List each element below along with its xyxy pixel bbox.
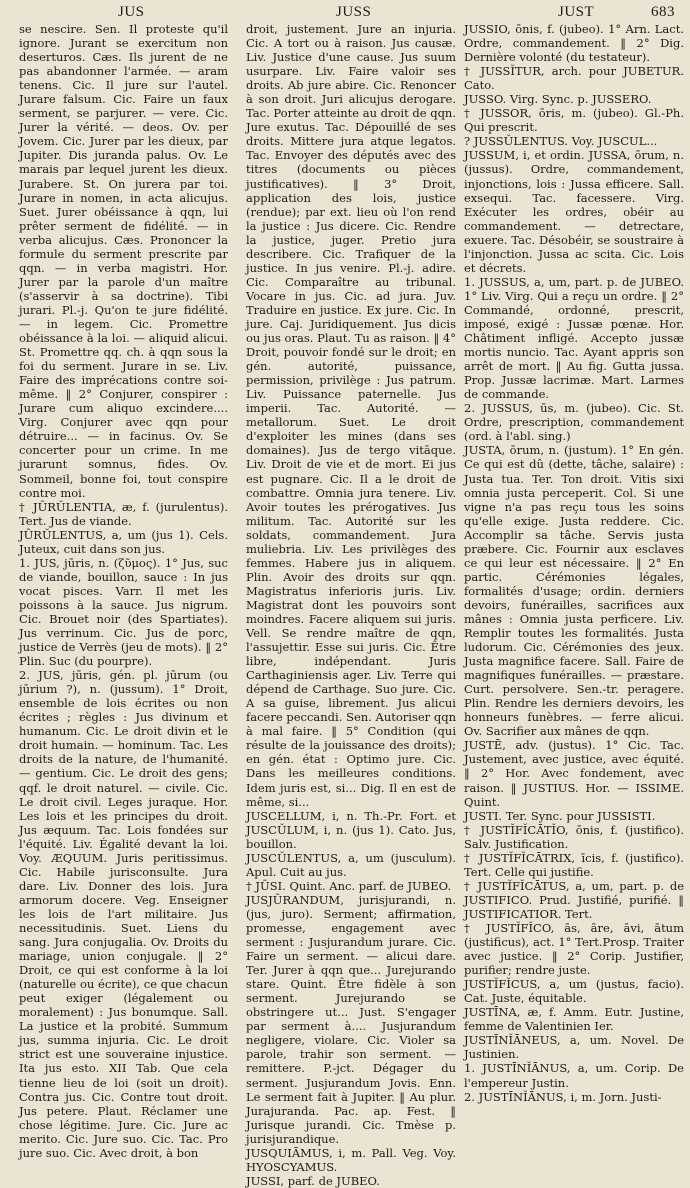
dictionary-entry: JUSCELLUM, i, n. Th.-Pr. Fort. et JUSCŬLUM, i, n. (jus 1). Cato. Jus, bouillon. xyxy=(246,808,456,851)
column-1 xyxy=(19,22,228,1160)
running-head-right: JUST xyxy=(558,4,595,20)
dictionary-entry: † JŪRŬLENTIA, æ, f. (jurulentus). Tert. Jus de viande. xyxy=(19,499,228,528)
dictionary-entry: † JUSTĬFĬCĀTRIX, īcis, f. (justifico). Tert. Celle qui justifie. xyxy=(464,850,684,879)
dictionary-entry: 1. JUSTĪNĬĀNUS, a, um. Corip. De l'empereur Justin. xyxy=(464,1061,684,1090)
column-3 xyxy=(464,22,684,1104)
dictionary-entry: droit, justement. Jure an injuria. Cic. A tort ou à raison. Jus causæ. Liv. Justice d'une cause. Jus suum usurpare. Liv. Faire valoir ses droits. Ab jure abire. Cic. Renoncer à son droit. Juri alicujus derogare. Tac. Porter atteinte au droit de qqn. Jure exutus. Tac. Dépouillé de ses droits. Mittere jura atque legatos. Tac. Envoyer des députés avec des titres (documents ou pièces justificatives). ‖ 3° Droit, application des lois, justice (rendue); par ext. lieu où l'on rend la justice : Jus dicere. Cic. Rendre la justice, juger. Pretio jura describere. Cic. Trafiquer de la justice. In jus venire. Pl.-j. adire. Cic. Comparaître au tribunal. Vocare in jus. Cic. ad jura. Juv. Traduire en justice. Ex jure. Cic. In jure. Caj. Juridiquement. Jus dicis ou jus oras. Plaut. Tu as raison. ‖ 4° Droit, pouvoir fondé sur le droit; en gén. autorité, puissance, permission, privilège : Jus patrum. Liv. Puissance paternelle. Jus imperii. Tac. Autorité. — metallorum. Suet. Le droit d'exploiter les mines (dans ses domaines). Jus de tergo vitāque. Liv. Droit de vie et de mort. Ei jus est pugnare. Cic. Il a le droit de combattre. Omnia jura tenere. Liv. Avoir toutes les prérogatives. Jus militum. Tac. Autorité sur les soldats, commandement. Jura muliebria. Liv. Les privilèges des femmes. Habere jus in aliquem. Plin. Avoir des droits sur qqn. Magistratus inferioris juris. Liv. Magistrat dont les pouvoirs sont moindres. Facere aliquem sui juris. Vell. Se rendre maître de qqn, l'assujettir. Esse sui juris. Cic. Être libre, indépendant. Juris Carthaginiensis ager. Liv. Terre qui dépend de Carthage. Suo jure. Cic. A sa guise, librement. Jus alicui facere peccandi. Sen. Autoriser qqn à mal faire. ‖ 5° Condition (qui résulte de la jouissance des droits); en gén. état : Optimo jure. Cic. Dans les meilleures conditions. Idem juris est, si... Dig. Il en est de même, si... xyxy=(246,22,456,809)
dictionary-entry: JUSSI, parf. de JUBEO. xyxy=(246,1173,380,1188)
dictionary-entry: JUSCŬLENTUS, a, um (jusculum). Apul. Cuit au jus. xyxy=(246,850,456,879)
running-head-left: JUS xyxy=(118,4,145,20)
dictionary-entry: JUSJŪRANDUM, jurisjurandi, n. (jus, juro). Serment; affirmation, promesse, engagement avec serment : Jusjurandum jurare. Cic. Faire un serment. — alicui dare. Ter. Jurer à qqn que... Jurejurando stare. Quint. Être fidèle à son serment. Jurejurando se obstringere ut... Just. S'engager par serment à.... Jusjurandum negligere, violare. Cic. Violer sa parole, trahir son serment. — remittere. P.-jct. Dégager du serment. Jusjurandum Jovis. Enn. Le serment fait à Jupiter. ‖ Au plur. Jurajuranda. Pac. ap. Fest. ‖ Jurisque jurandi. Cic. Tmèse p. jurisjurandique. xyxy=(246,892,456,1146)
dictionary-entry: JUSSUM, i, et ordin. JUSSA, ōrum, n. (jussus). Ordre, commandement, injonctions, lois : Jussa efficere. Sall. exsequi. Tac. facessere. Virg. Exécuter les ordres, obéir au commandement. — detrectare, exuere. Tac. Désobéir, se soustraire à l'injonction. Jussa ac scita. Cic. Lois et décrets. xyxy=(464,148,684,275)
running-head-center: JUSS xyxy=(336,4,372,20)
dictionary-entry: JUSTI. Ter. Sync. pour JUSSISTI. xyxy=(464,808,656,823)
dictionary-entry: JUSTĪNA, æ, f. Amm. Eutr. Justine, femme de Valentinien Ier. xyxy=(464,1005,684,1034)
dictionary-entry: † JUSTĬFĬCĀTĬO, ōnis, f. (justifico). Salv. Justification. xyxy=(464,822,684,851)
dictionary-entry: JUSTĬFĬCUS, a, um (justus, facio). Cat. Juste, équitable. xyxy=(464,977,684,1006)
dictionary-entry: † JŪSI. Quint. Anc. parf. de JUBEO. xyxy=(246,878,452,893)
dictionary-entry: JUSTA, ōrum, n. (justum). 1° En gén. Ce qui est dû (dette, tâche, salaire) : Justa tua. Ter. Ton droit. Vitis sixi omnia justa perceperit. Col. Si une vigne n'a pas reçu tous les soins qu'elle exige. Justa reddere. Cic. Accomplir sa tâche. Servis justa præbere. Cic. Fournir aux esclaves ce qui leur est nécessaire. ‖ 2° En partic. Cérémonies légales, formalités d'usage; ordin. derniers devoirs, funérailles, sacrifices aux mânes : Omnia justa perficere. Liv. Remplir toutes les formalités. Justa ludorum. Cic. Cérémonies des jeux. Justa magnifice facere. Sall. Faire de magnifiques funérailles. — præstare. Curt. persolvere. Sen.-tr. peragere. Plin. Rendre les derniers devoirs, les honneurs funèbres. — ferre alicui. Ov. Sacrifier aux mânes de qqn. xyxy=(464,443,684,739)
page-number: 683 xyxy=(651,4,675,20)
dictionary-entry: JUSTĒ, adv. (justus). 1° Cic. Tac. Justement, avec justice, avec équité. ‖ 2° Hor. Avec fondement, avec raison. ‖ JUSTIUS. Hor. — ISSIME. Quint. xyxy=(464,738,684,809)
dictionary-entry: † JUSSĬTUR, arch. pour JUBETUR. Cato. xyxy=(464,64,684,93)
dictionary-entry: † JUSSOR, ōris, m. (jubeo). Gl.-Ph. Qui prescrit. xyxy=(464,106,684,135)
dictionary-entry: JUSSO. Virg. Sync. p. JUSSERO. xyxy=(464,92,652,107)
dictionary-entry: 1. JUS, jūris, n. (ζῦμος). 1° Jus, suc de viande, bouillon, sauce : In jus vocat pisces. Varr. Il met les poissons à la sauce. Jus nigrum. Cic. Brouet noir (des Spartiates). Jus verrinum. Cic. Jus de porc, justice de Verrès (jeu de mots). ‖ 2° Plin. Suc (du pourpre). xyxy=(19,555,228,669)
dictionary-entry: JUSSIO, ōnis, f. (jubeo). 1° Arn. Lact. Ordre, commandement. ‖ 2° Dig. Dernière volonté (du testateur). xyxy=(464,22,684,65)
dictionary-entry: JŪRŬLENTUS, a, um (jus 1). Cels. Juteux, cuit dans son jus. xyxy=(19,527,228,556)
dictionary-entry: 1. JUSSUS, a, um, part. p. de JUBEO. 1° Liv. Virg. Qui a reçu un ordre. ‖ 2° Commandé, ordonné, prescrit, imposé, exigé : Jussæ pœnæ. Hor. Châtiment infligé. Accepto jussæ mortis nuncio. Tac. Ayant appris son arrêt de mort. ‖ Au fig. Gutta jussa. Prop. Jussæ lacrimæ. Mart. Larmes de commande. xyxy=(464,274,684,402)
dictionary-entry: 2. JUSTĪNĬĀNUS, i, m. Jorn. Justi- xyxy=(464,1089,662,1104)
dictionary-entry: † JUSTĬFĬCĀTUS, a, um, part. p. de JUSTIFICO. Prud. Justifié, purifié. ‖ JUSTIFICATIOR. Tert. xyxy=(464,878,684,921)
dictionary-entry: 2. JUS, jūris, gén. pl. jūrum (ou jūrium ?), n. (jussum). 1° Droit, ensemble de lois écrites ou non écrites ; règles : Jus divinum et humanum. Cic. Le droit divin et le droit humain. — hominum. Tac. Les droits de la nature, de l'humanité. — gentium. Cic. Le droit des gens; qqf. le droit naturel. — civile. Cic. Le droit civil. Leges juraque. Hor. Les lois et les principes du droit. Jus æquum. Tac. Lois fondées sur l'équité. Liv. Égalité devant la loi. Voy. ÆQUUM. Juris peritissimus. Cic. Habile jurisconsulte. Jura dare. Liv. Donner des lois. Jura armorum docere. Veg. Enseigner les lois de l'art militaire. Jus necessitudinis. Suet. Liens du sang. Jura conjugalia. Ov. Droits du mariage, union conjugale. ‖ 2° Droit, ce qui est conforme à la loi (naturelle ou écrite), ce que chacun peut exiger (légalement ou moralement) : Jus bonumque. Sall. La justice et la probité. Summum jus, summa injuria. Cic. Le droit strict est une souveraine injustice. Ita jus esto. XII Tab. Que cela tienne lieu de loi (soit un droit). Contra jus. Cic. Contre tout droit. Jus petere. Plaut. Réclamer une chose légitime. Jure. Cic. Jure ac merito. Cic. Jure suo. Cic. Tac. Pro jure suo. Cic. Avec droit, à bon xyxy=(19,668,228,1160)
dictionary-entry: ? JUSSŬLENTUS. Voy. JUSCUL... xyxy=(464,134,658,149)
dictionary-entry: † JUSTĬFĬCO, ās, āre, āvi, ātum (justificus), act. 1° Tert.Prosp. Traiter avec justice. ‖ 2° Corip. Justifier, purifier; rendre juste. xyxy=(464,921,684,978)
dictionary-entry: JUSTĪNĬĀNEUS, a, um. Novel. De Justinien. xyxy=(464,1033,684,1062)
column-2 xyxy=(246,22,456,1188)
dictionary-entry: JUSQUIĀMUS, i, m. Pall. Veg. Voy. HYOSCYAMUS. xyxy=(246,1145,456,1174)
dictionary-entry: se nescire. Sen. Il proteste qu'il ignore. Jurant se exercitum non deserturos. Cæs. Ils jurent de ne pas abandonner l'armée. — aram tenens. Cic. Il jure sur l'autel. Jurare falsum. Cic. Faire un faux serment, se parjurer. — vere. Cic. Jurer la vérité. — deos. Ov. per Jovem. Cic. Jurer par les dieux, par Jupiter. Dis juranda palus. Ov. Le marais par lequel jurent les dieux. Jurabere. St. On jurera par toi. Jurare in nomen, in acta alicujus. Suet. Jurer obéissance à qqn, lui prêter serment de fidélité. — in verba alicujus. Cæs. Prononcer la formule du serment prescrite par qqn. — in verba magistri. Hor. Jurer par la parole d'un maître (s'asservir à sa doctrine). Tibi jurari. Pl.-j. Qu'on te jure fidélité. — in legem. Cic. Promettre obéissance à la loi. — aliquid alicui. St. Promettre qq. ch. à qqn sous la foi du serment. Jurare in se. Liv. Faire des imprécations contre soi-même. ‖ 2° Conjurer, conspirer : Jurare cum aliquo excindere.... Virg. Conjurer avec qqn pour détruire... — in facinus. Ov. Se concerter pour un crime. In me jurarunt somnus, fides. Ov. Sommeil, bonne foi, tout conspire contre moi. xyxy=(19,22,228,500)
dictionary-entry: 2. JUSSUS, ūs, m. (jubeo). Cic. St. Ordre, prescription, commandement (ord. à l'abl. sing.) xyxy=(464,401,684,444)
